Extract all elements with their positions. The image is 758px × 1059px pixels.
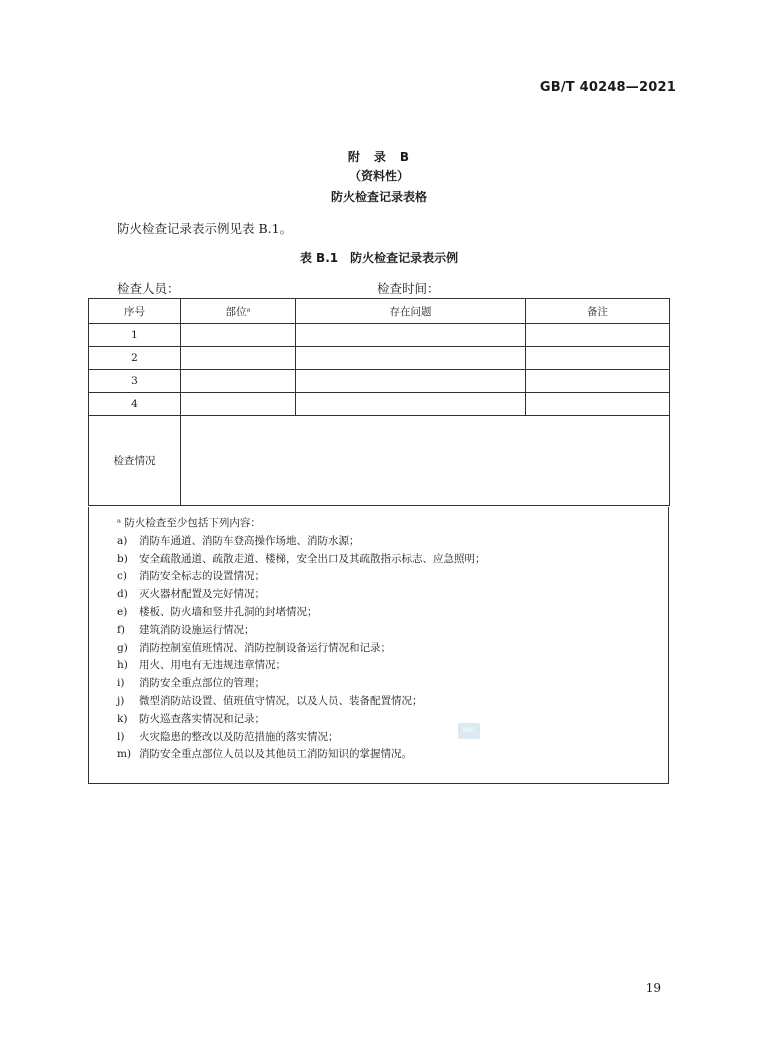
footnote-item-key: i): [117, 677, 125, 690]
footnote-item: [117, 693, 668, 711]
footnote-item-key: f): [117, 623, 125, 636]
footnote-item-text: 火灾隐患的整改以及防范措施的落实情况；: [139, 730, 339, 743]
footnote-item-key: b): [117, 552, 128, 565]
footnote-item-key: h): [117, 659, 128, 672]
footnote-item-key: j): [117, 694, 125, 707]
footnote-item: [117, 729, 668, 747]
cell-issues: [296, 347, 526, 370]
cell-issues: [296, 393, 526, 416]
col-header-serial: 序号: [89, 299, 181, 324]
row-serial: 2: [89, 347, 181, 370]
footnote-item-text: 消防车通道、消防车登高操作场地、消防水源；: [139, 534, 360, 547]
footnote-item-text: 楼板、防火墙和竖井孔洞的封堵情况；: [139, 605, 318, 618]
footnote-item-key: e): [117, 605, 128, 618]
row-serial: 3: [89, 370, 181, 393]
footnote-item: [117, 533, 668, 551]
footnote-item-text: 防火巡查落实情况和记录；: [139, 712, 265, 725]
footnote-item-key: g): [117, 641, 128, 654]
situation-cell: [181, 416, 670, 506]
situation-label: 检查情况: [89, 416, 181, 506]
situation-row: [89, 416, 670, 506]
footnote-item-key: d): [117, 588, 128, 601]
footnote-item: [117, 568, 668, 586]
footnote-item-text: 灭火器材配置及完好情况；: [139, 588, 265, 601]
appendix-heading: 防火检查记录表格: [330, 190, 427, 204]
col-header-issues: 存在问题: [296, 299, 526, 324]
watermark-logo: SNC: [458, 723, 480, 739]
footnote-item: [117, 657, 668, 675]
footnote-item-key: a): [117, 534, 128, 547]
table-row: [89, 370, 670, 393]
inspection-time-label: 检查时间：: [377, 281, 440, 296]
table-footnote: [88, 507, 669, 784]
cell-issues: [296, 324, 526, 347]
footnote-item: [117, 711, 668, 729]
cell-location: [181, 347, 296, 370]
footnote-item: [117, 675, 668, 693]
footnote-item-text: 微型消防站设置、值班值守情况，以及人员、装备配置情况；: [139, 694, 423, 707]
table-row: [89, 393, 670, 416]
cell-remarks: [526, 324, 670, 347]
table-caption: 表 B.1 防火检查记录表示例: [299, 251, 459, 265]
footnote-item-text: 消防安全重点部位的管理；: [139, 677, 265, 690]
inspection-record-table: [88, 298, 670, 506]
footnote-item: [117, 604, 668, 622]
footnote-item-text: 用火、用电有无违规违章情况；: [139, 659, 286, 672]
footnote-item-text: 安全疏散通道、疏散走道、楼梯，安全出口及其疏散指示标志、应急照明；: [139, 552, 486, 565]
cell-remarks: [526, 393, 670, 416]
footnote-item: [117, 551, 668, 569]
page-number: 19: [645, 981, 661, 995]
cell-remarks: [526, 370, 670, 393]
footnote-item-text: 消防控制室值班情况、消防控制设备运行情况和记录；: [139, 641, 391, 654]
standard-code: GB/T 40248—2021: [539, 80, 676, 95]
footnote-item-text: 消防安全标志的设置情况；: [139, 570, 265, 583]
table-header-row: [89, 299, 670, 324]
col-header-remarks: 备注: [526, 299, 670, 324]
row-serial: 4: [89, 393, 181, 416]
cell-remarks: [526, 347, 670, 370]
footnote-item-key: m): [117, 748, 132, 761]
col-header-location: 部位ᵃ: [181, 299, 296, 324]
table-row: [89, 324, 670, 347]
footnote-item-text: 建筑消防设施运行情况；: [139, 623, 255, 636]
intro-text: 防火检查记录表示例见表 B.1。: [117, 221, 293, 236]
footnote-item: [117, 746, 668, 764]
footnote-item-text: 消防安全重点部位人员以及其他员工消防知识的掌握情况。: [139, 748, 412, 761]
footnote-item: [117, 622, 668, 640]
cell-location: [181, 393, 296, 416]
inspector-label: 检查人员：: [117, 281, 180, 296]
footnote-item-key: k): [117, 712, 128, 725]
footnote-item-key: l): [117, 730, 125, 743]
footnote-item: [117, 640, 668, 658]
cell-issues: [296, 370, 526, 393]
footnote-item: [117, 586, 668, 604]
appendix-nature: （资料性）: [348, 169, 409, 183]
table-row: [89, 347, 670, 370]
cell-location: [181, 324, 296, 347]
footnote-head: ᵃ 防火检查至少包括下列内容：: [117, 517, 261, 529]
footnote-item-key: c): [117, 570, 127, 583]
appendix-title: 附 录 B: [347, 150, 411, 164]
cell-location: [181, 370, 296, 393]
row-serial: 1: [89, 324, 181, 347]
